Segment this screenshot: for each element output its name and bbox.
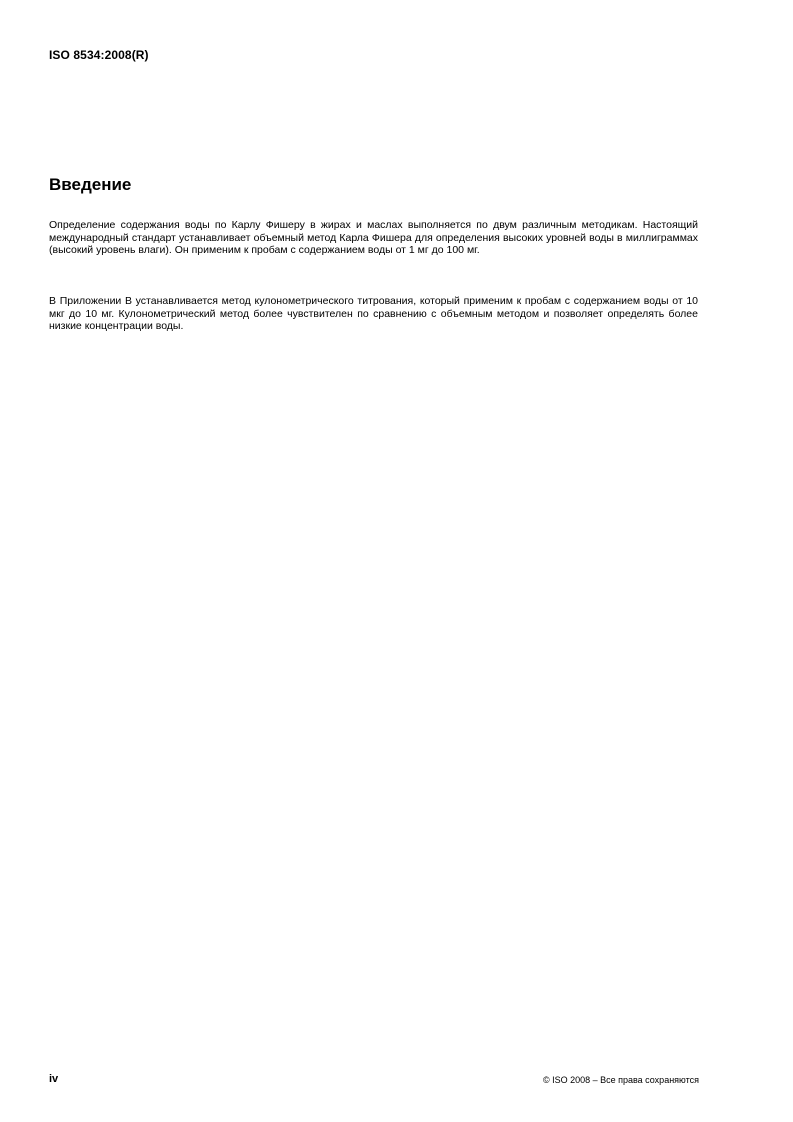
section-title: Введение [49,175,132,194]
copyright-notice: © ISO 2008 – Все права сохраняются [542,1075,699,1085]
introduction-paragraph-2: В Приложении B устанавливается метод кулонометрического титрования, который применим к пробам с содержанием воды от 10 мкг до 10 мг. Кулонометрический метод более чувствителен по сравнению с объемным методом и позволяет определять более низкие концентрации воды. [49,295,698,332]
document-code: ISO 8534:2008(R) [49,48,149,62]
page-number: iv [49,1073,59,1085]
introduction-paragraph-1: Определение содержания воды по Карлу Фишеру в жирах и маслах выполняется по двум различным методикам. Настоящий международный стандарт устанавливает объемный метод Карла Фишера для определения высоких уровней воды в миллиграммах (высокий уровень влаги). Он применим к пробам с содержанием воды от 1 мг до 100 мг. [49,219,698,256]
